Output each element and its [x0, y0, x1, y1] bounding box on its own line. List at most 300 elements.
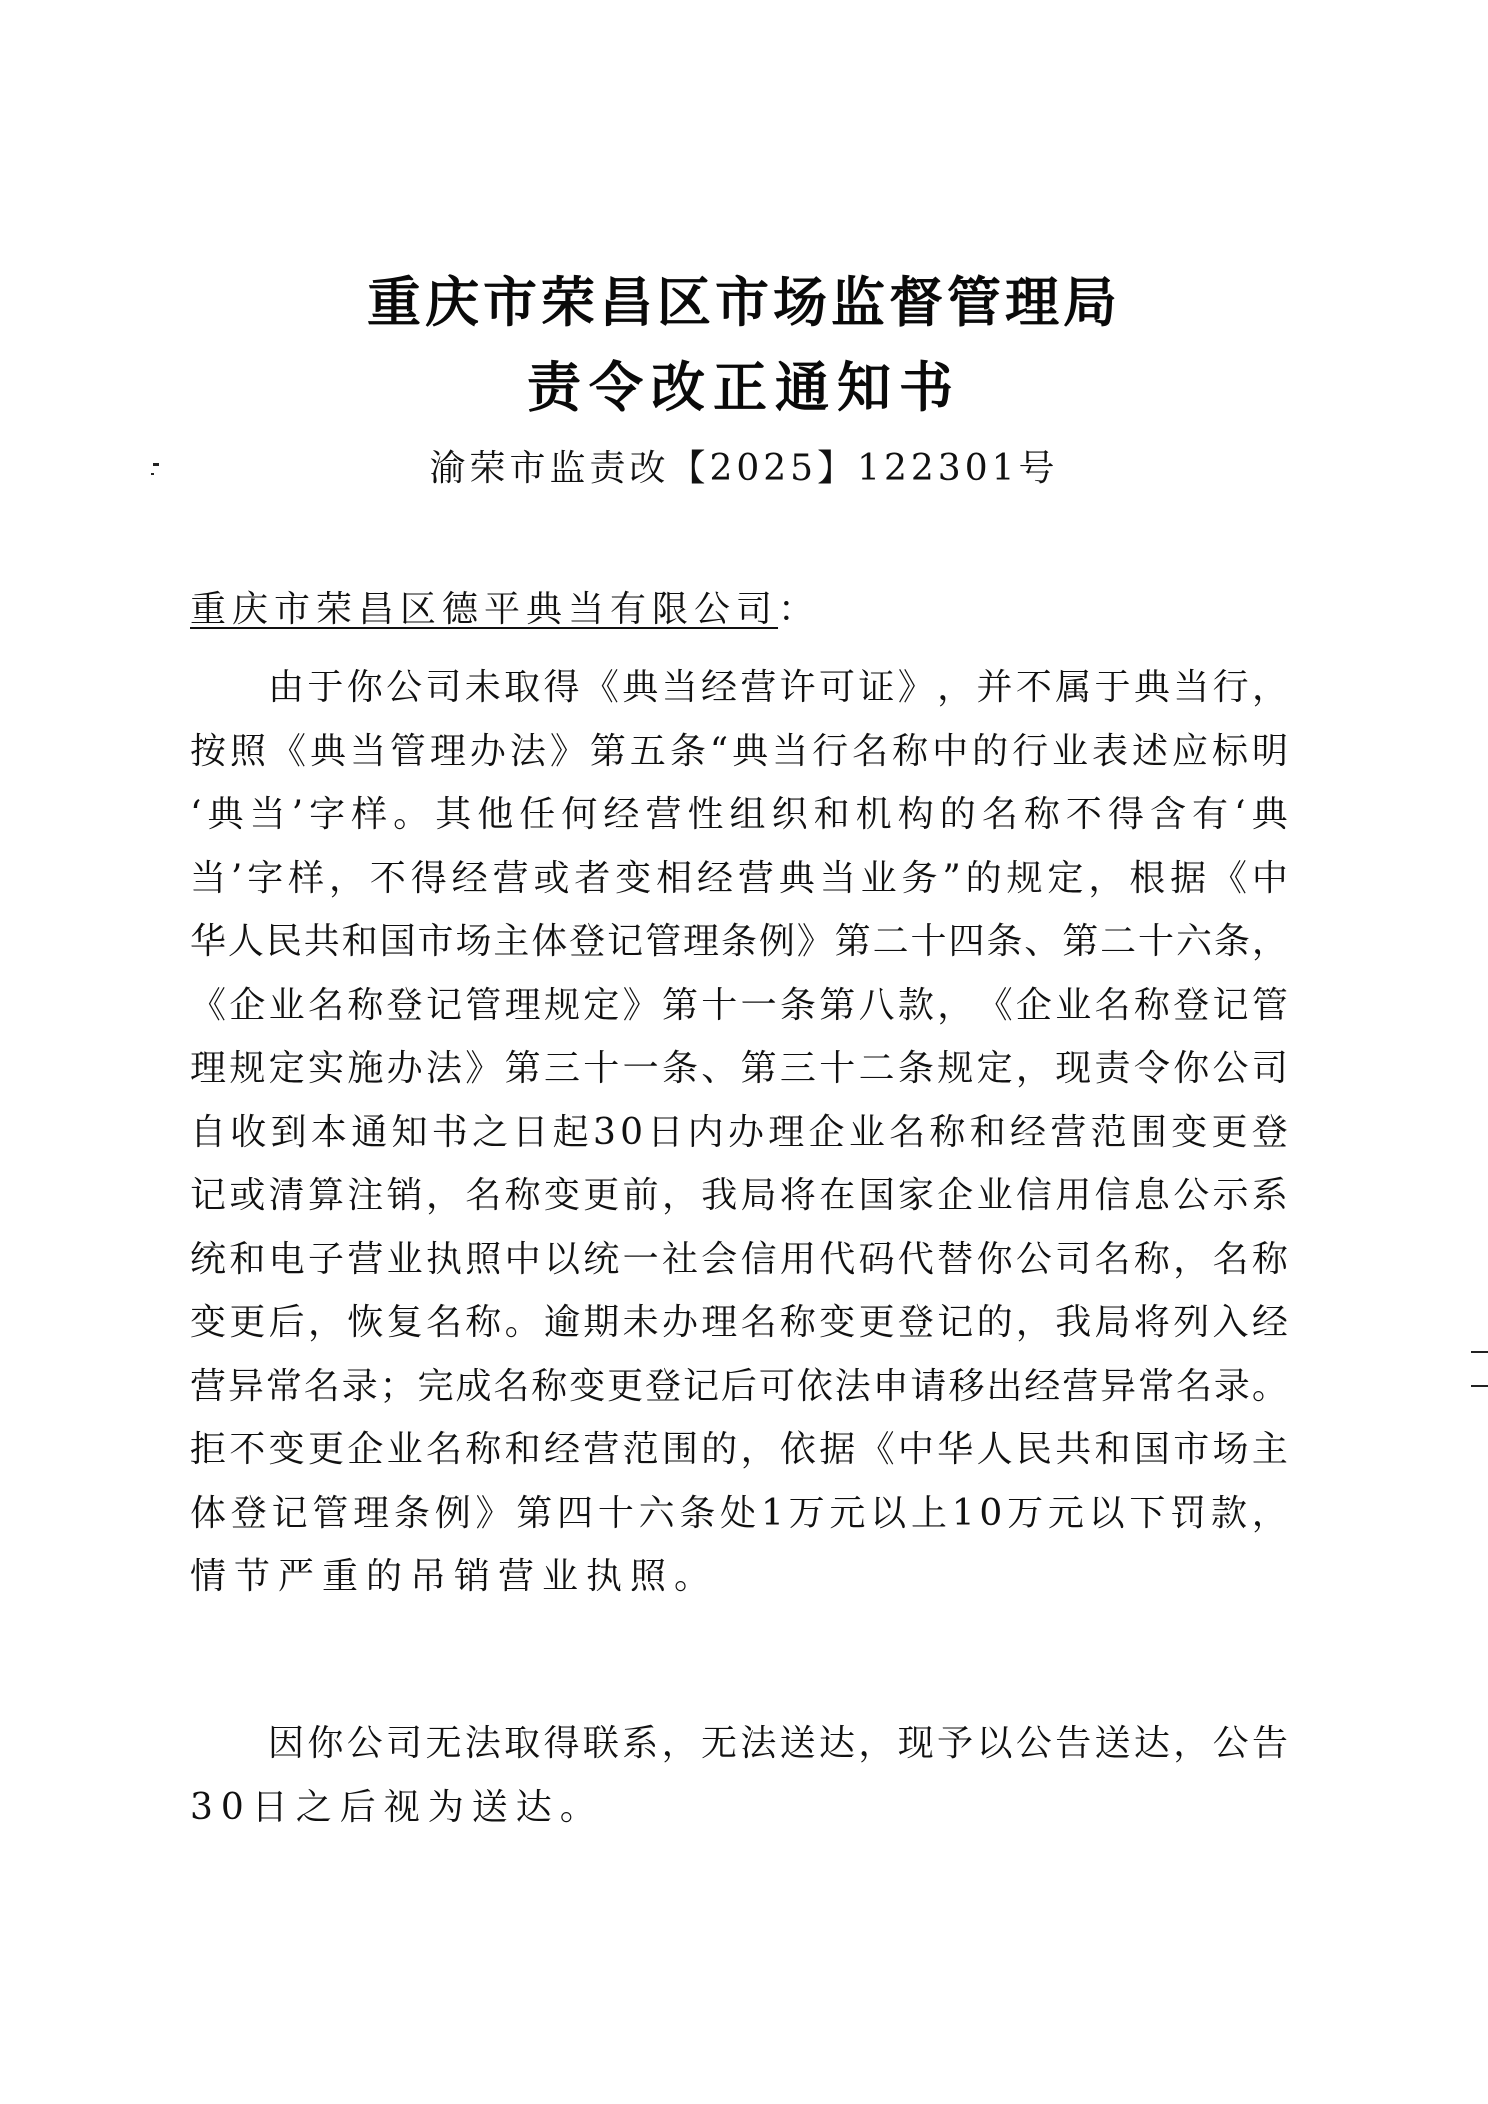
- glyph: 公: [346, 1723, 383, 1764]
- glyph: 共: [303, 921, 340, 962]
- glyph: 不: [1015, 667, 1052, 708]
- glyph: 理: [504, 984, 541, 1026]
- glyph: 依: [779, 1429, 816, 1470]
- glyph: 变: [190, 1302, 227, 1343]
- glyph: ‘: [1234, 794, 1246, 835]
- glyph: 中: [897, 1429, 934, 1470]
- glyph: 》: [622, 984, 659, 1026]
- glyph: 万: [788, 1492, 825, 1534]
- glyph: 以: [543, 1238, 580, 1280]
- glyph: 请: [910, 1365, 947, 1407]
- paragraph-line: [190, 855, 1288, 919]
- glyph: 法: [509, 730, 546, 772]
- glyph: 罚: [1170, 1492, 1207, 1534]
- paragraph-service-notice: [190, 1720, 1288, 1847]
- glyph: 联: [582, 1723, 619, 1764]
- glyph: 登: [569, 921, 606, 962]
- glyph: 营: [347, 1238, 384, 1280]
- glyph: 0: [620, 1111, 644, 1153]
- glyph: 管: [312, 1492, 349, 1534]
- glyph: 《: [582, 667, 619, 708]
- glyph: ，: [1251, 667, 1288, 708]
- glyph: 局: [1094, 1302, 1131, 1343]
- addressee-colon: ：: [778, 589, 821, 630]
- glyph: 范: [1090, 1111, 1127, 1153]
- glyph: 场: [455, 921, 492, 962]
- glyph: 信: [1094, 1175, 1131, 1216]
- glyph: 称: [531, 1365, 568, 1407]
- glyph: 》: [549, 730, 586, 772]
- glyph: 记: [937, 1302, 974, 1343]
- document-title-notice-type: 责令改正通知书: [527, 355, 961, 419]
- glyph: 登: [645, 1365, 682, 1407]
- glyph: 称: [929, 1111, 966, 1153]
- glyph: 业: [386, 1429, 423, 1470]
- glyph: 体: [190, 1492, 227, 1534]
- glyph: 更: [583, 1175, 620, 1216]
- glyph: 于: [307, 667, 344, 708]
- glyph: 入: [1212, 1302, 1249, 1343]
- glyph: 你: [346, 667, 383, 708]
- glyph: 人: [227, 921, 264, 962]
- glyph: 《: [976, 984, 1013, 1026]
- glyph: 常: [1138, 1365, 1175, 1407]
- glyph: 无: [425, 1723, 462, 1764]
- glyph: 第: [834, 921, 871, 962]
- glyph: 共: [1055, 1429, 1092, 1470]
- glyph: 元: [1047, 1492, 1084, 1534]
- glyph: 取: [504, 667, 541, 708]
- glyph: 营: [740, 667, 777, 708]
- glyph: 公: [1173, 1175, 1210, 1216]
- glyph: 中: [1251, 857, 1288, 899]
- glyph: 业: [976, 1175, 1013, 1216]
- glyph: 1: [760, 1492, 784, 1534]
- glyph: 称: [1251, 1238, 1288, 1280]
- glyph: 企: [347, 1429, 384, 1470]
- glyph: 典: [1133, 667, 1170, 708]
- glyph: 记: [1212, 984, 1249, 1026]
- glyph: 未: [622, 1302, 659, 1343]
- glyph: “: [709, 730, 729, 772]
- glyph: 1: [951, 1492, 975, 1534]
- glyph: 登: [386, 984, 423, 1026]
- paragraph-line: 30日之后视为送达。: [190, 1786, 604, 1828]
- glyph: ，: [1173, 1723, 1210, 1764]
- glyph: 许: [779, 667, 816, 708]
- paragraph-line: [190, 791, 1288, 855]
- glyph: 营: [190, 1365, 227, 1407]
- glyph: 一: [622, 1048, 659, 1089]
- glyph: 十: [701, 984, 738, 1026]
- glyph: 法: [425, 1048, 462, 1089]
- glyph: 行: [1212, 667, 1249, 708]
- glyph: 条: [897, 1048, 934, 1089]
- glyph: 或: [533, 857, 570, 899]
- glyph: 名: [307, 984, 344, 1026]
- glyph: 第: [819, 984, 856, 1026]
- glyph: 主: [493, 921, 530, 962]
- glyph: 其: [435, 794, 472, 835]
- glyph: ，: [1251, 921, 1288, 962]
- glyph: 称: [1023, 794, 1060, 835]
- glyph: 之: [472, 1111, 509, 1153]
- glyph: 变: [268, 1429, 305, 1470]
- glyph: 二: [858, 1048, 895, 1089]
- glyph: 记: [425, 984, 462, 1026]
- glyph: 市: [1173, 1429, 1210, 1470]
- glyph: 营: [737, 857, 774, 899]
- glyph: 的: [965, 857, 1002, 899]
- glyph: 信: [1015, 1175, 1052, 1216]
- glyph: ，: [661, 1175, 698, 1216]
- glyph: 本: [310, 1111, 347, 1153]
- glyph: 你: [1173, 1048, 1210, 1089]
- glyph: 名: [465, 1175, 502, 1216]
- glyph: 当: [1173, 667, 1210, 708]
- glyph: 》: [465, 1048, 502, 1089]
- glyph: 无: [700, 1723, 737, 1764]
- glyph: 企: [229, 984, 266, 1026]
- glyph: 企: [1015, 984, 1052, 1026]
- paragraph-line: [190, 1299, 1288, 1363]
- glyph: 《: [1210, 857, 1247, 899]
- glyph: 变: [543, 1175, 580, 1216]
- glyph: 万: [1007, 1492, 1044, 1534]
- glyph: 更: [229, 1302, 266, 1343]
- glyph: ，: [1015, 1048, 1052, 1089]
- glyph: 十: [910, 921, 947, 962]
- glyph: 华: [190, 921, 227, 962]
- glyph: 管: [465, 984, 502, 1026]
- glyph: 体: [531, 921, 568, 962]
- glyph: 注: [347, 1175, 384, 1216]
- glyph: 企: [808, 1111, 845, 1153]
- glyph: 列: [1173, 1302, 1210, 1343]
- glyph: 名: [303, 1365, 340, 1407]
- paragraph-line: [190, 1172, 1288, 1236]
- glyph: 现: [1055, 1048, 1092, 1089]
- glyph: 和: [504, 1429, 541, 1470]
- glyph: 性: [687, 794, 724, 835]
- glyph: 行: [1012, 730, 1049, 772]
- glyph: 华: [937, 1429, 974, 1470]
- glyph: ”: [942, 857, 961, 899]
- glyph: 《: [190, 984, 227, 1026]
- glyph: 当: [772, 730, 809, 772]
- glyph: 或: [229, 1175, 266, 1216]
- glyph: 理: [353, 1492, 390, 1534]
- glyph: 3: [592, 1111, 616, 1153]
- glyph: 记: [607, 921, 644, 962]
- glyph: ，: [425, 1175, 462, 1216]
- glyph: 营: [1050, 1111, 1087, 1153]
- glyph: 。: [504, 1302, 541, 1343]
- glyph: 的: [976, 1302, 1013, 1343]
- glyph: 条: [393, 1492, 430, 1534]
- glyph: 六: [638, 1492, 675, 1534]
- scan-artifact-mark: [1471, 1385, 1488, 1387]
- glyph: 条: [720, 921, 757, 962]
- glyph: 公: [1015, 1723, 1052, 1764]
- glyph: ，: [661, 1723, 698, 1764]
- glyph: 不: [369, 857, 406, 899]
- glyph: 典: [1251, 794, 1288, 835]
- glyph: 《: [858, 1429, 895, 1470]
- glyph: 书: [431, 1111, 468, 1153]
- glyph: ；: [379, 1365, 416, 1407]
- glyph: 通: [351, 1111, 388, 1153]
- glyph: 八: [858, 984, 895, 1026]
- glyph: 公: [1212, 1048, 1249, 1089]
- glyph: 第: [661, 984, 698, 1026]
- glyph: 管: [1251, 984, 1288, 1026]
- glyph: 明: [1251, 730, 1288, 772]
- glyph: 一: [622, 1238, 659, 1280]
- glyph: 民: [265, 921, 302, 962]
- glyph: 常: [265, 1365, 302, 1407]
- glyph: 表: [1092, 730, 1129, 772]
- glyph: 业: [386, 1238, 423, 1280]
- glyph: 。: [1251, 1365, 1288, 1407]
- glyph: 款: [1210, 1492, 1247, 1534]
- glyph: 登: [897, 1302, 934, 1343]
- document-title-agency: 重庆市荣昌区市场监督管理局: [367, 270, 1121, 334]
- glyph: 系: [1251, 1175, 1288, 1216]
- glyph: 管: [645, 921, 682, 962]
- paragraph-line: [190, 1045, 1288, 1109]
- glyph: 名: [1212, 1238, 1249, 1280]
- glyph: 经: [1010, 1111, 1047, 1153]
- glyph: 称: [892, 730, 929, 772]
- glyph: 企: [937, 1175, 974, 1216]
- glyph: ，: [937, 667, 974, 708]
- glyph: 》: [475, 1492, 512, 1534]
- paragraph-line: 情节严重的吊销营业执照。: [190, 1556, 719, 1597]
- glyph: 字: [309, 794, 346, 835]
- glyph: 更: [1211, 1111, 1248, 1153]
- glyph: 六: [1175, 921, 1212, 962]
- paragraph-line: [190, 664, 1288, 728]
- glyph: 信: [740, 1238, 777, 1280]
- glyph: 经: [1251, 1302, 1288, 1343]
- glyph: 名: [425, 1302, 462, 1343]
- glyph: 第: [589, 730, 626, 772]
- glyph: 业: [1052, 730, 1089, 772]
- glyph: 记: [271, 1492, 308, 1534]
- glyph: 在: [819, 1175, 856, 1216]
- paragraph-main: [190, 664, 1288, 1617]
- glyph: 算: [307, 1175, 344, 1216]
- glyph: 当: [349, 730, 386, 772]
- glyph: 录: [341, 1365, 378, 1407]
- glyph: 人: [976, 1429, 1013, 1470]
- paragraph-line: [190, 1426, 1288, 1490]
- glyph: 相: [656, 857, 693, 899]
- glyph: 系: [622, 1723, 659, 1764]
- glyph: 成: [455, 1365, 492, 1407]
- glyph: 拒: [190, 1429, 227, 1470]
- glyph: 市: [417, 921, 454, 962]
- glyph: 何: [561, 794, 598, 835]
- glyph: 二: [1100, 921, 1137, 962]
- glyph: 登: [1173, 984, 1210, 1026]
- glyph: 前: [622, 1175, 659, 1216]
- glyph: 司: [386, 1723, 423, 1764]
- glyph: 公: [1212, 1723, 1249, 1764]
- glyph: 名: [852, 730, 889, 772]
- glyph: 营: [583, 1429, 620, 1470]
- glyph: 条: [779, 984, 816, 1026]
- glyph: 责: [1094, 1048, 1131, 1089]
- glyph: 规: [1006, 857, 1043, 899]
- glyph: 第: [1062, 921, 1099, 962]
- glyph: 办: [386, 1048, 423, 1089]
- paragraph-line: [190, 1109, 1288, 1173]
- glyph: 主: [1251, 1429, 1288, 1470]
- glyph: 称: [779, 1302, 816, 1343]
- glyph: 名: [425, 1429, 462, 1470]
- glyph: 你: [976, 1238, 1013, 1280]
- glyph: 十: [597, 1492, 634, 1534]
- glyph: 十: [819, 1048, 856, 1089]
- glyph: 属: [1055, 667, 1092, 708]
- glyph: 样: [351, 794, 388, 835]
- glyph: 社: [661, 1238, 698, 1280]
- glyph: 电: [268, 1238, 305, 1280]
- glyph: 他: [477, 794, 514, 835]
- glyph: 现: [897, 1723, 934, 1764]
- glyph: 司: [1055, 1238, 1092, 1280]
- glyph: ，: [1251, 1492, 1288, 1534]
- glyph: 法: [834, 1365, 871, 1407]
- glyph: 和: [229, 1238, 266, 1280]
- glyph: 日: [512, 1111, 549, 1153]
- glyph: 四: [948, 921, 985, 962]
- glyph: 码: [858, 1238, 895, 1280]
- glyph: 名: [981, 794, 1018, 835]
- glyph: 法: [464, 1723, 501, 1764]
- glyph: 以: [870, 1492, 907, 1534]
- glyph: 和: [341, 921, 378, 962]
- glyph: 织: [771, 794, 808, 835]
- glyph: 司: [425, 667, 462, 708]
- glyph: 称: [1133, 1238, 1170, 1280]
- glyph: 条: [661, 1048, 698, 1089]
- glyph: 称: [465, 1302, 502, 1343]
- glyph: 名: [889, 1111, 926, 1153]
- glyph: 收: [230, 1111, 267, 1153]
- glyph: 营: [492, 857, 529, 899]
- glyph: 场: [1212, 1429, 1249, 1470]
- glyph: 送: [779, 1723, 816, 1764]
- glyph: 证: [858, 667, 895, 708]
- glyph: 三: [779, 1048, 816, 1089]
- glyph: 代: [897, 1238, 934, 1280]
- glyph: 用: [1055, 1175, 1092, 1216]
- glyph: 得: [410, 857, 447, 899]
- glyph: ，: [858, 1723, 895, 1764]
- glyph: 一: [740, 984, 777, 1026]
- glyph: 的: [701, 1429, 738, 1470]
- glyph: 将: [779, 1175, 816, 1216]
- glyph: 构: [897, 794, 934, 835]
- glyph: 变: [1171, 1111, 1208, 1153]
- glyph: ，: [937, 984, 974, 1026]
- glyph: 样: [288, 857, 325, 899]
- glyph: 名: [1175, 1365, 1212, 1407]
- glyph: 述: [1132, 730, 1169, 772]
- glyph: 起: [552, 1111, 589, 1153]
- glyph: 按: [190, 730, 227, 772]
- glyph: 期: [583, 1302, 620, 1343]
- glyph: 例: [434, 1492, 471, 1534]
- glyph: 规: [229, 1048, 266, 1089]
- glyph: 业: [1055, 984, 1092, 1026]
- glyph: 办: [661, 1302, 698, 1343]
- scan-artifact-mark: [153, 463, 159, 466]
- addressee-name: 重庆市荣昌区德平典当有限公司: [190, 589, 779, 630]
- glyph: 字: [247, 857, 284, 899]
- glyph: 公: [386, 667, 423, 708]
- scan-artifact-mark: [1471, 1351, 1488, 1353]
- glyph: 异: [1100, 1365, 1137, 1407]
- paragraph-line: [190, 1363, 1288, 1427]
- glyph: 你: [307, 1723, 344, 1764]
- glyph: 0: [979, 1492, 1003, 1534]
- glyph: 国: [1133, 1429, 1170, 1470]
- glyph: 清: [268, 1175, 305, 1216]
- glyph: 息: [1133, 1175, 1170, 1216]
- glyph: 子: [307, 1238, 344, 1280]
- glyph: 不: [1065, 794, 1102, 835]
- addressee-line: [190, 588, 820, 632]
- glyph: 。: [393, 794, 430, 835]
- glyph: 任: [519, 794, 556, 835]
- glyph: 处: [720, 1492, 757, 1534]
- glyph: 以: [976, 1723, 1013, 1764]
- glyph: 含: [1150, 794, 1187, 835]
- glyph: 业: [848, 1111, 885, 1153]
- glyph: 记: [190, 1175, 227, 1216]
- glyph: 当: [661, 667, 698, 708]
- glyph: 日: [647, 1111, 684, 1153]
- glyph: 恢: [347, 1302, 384, 1343]
- glyph: 业: [268, 984, 305, 1026]
- glyph: 称: [465, 1429, 502, 1470]
- glyph: 公: [1015, 1238, 1052, 1280]
- glyph: 取: [504, 1723, 541, 1764]
- glyph: ‘: [190, 794, 202, 835]
- glyph: ，: [740, 1429, 777, 1470]
- glyph: 我: [701, 1175, 738, 1216]
- glyph: 行: [812, 730, 849, 772]
- glyph: 得: [543, 667, 580, 708]
- glyph: 理: [429, 730, 466, 772]
- glyph: 完: [417, 1365, 454, 1407]
- glyph: 十: [1138, 921, 1175, 962]
- glyph: 条: [669, 730, 706, 772]
- glyph: 登: [230, 1492, 267, 1534]
- glyph: 异: [227, 1365, 264, 1407]
- glyph: 告: [1055, 1723, 1092, 1764]
- glyph: 到: [270, 1111, 307, 1153]
- glyph: 法: [740, 1723, 777, 1764]
- glyph: 典: [778, 857, 815, 899]
- glyph: 登: [1251, 1111, 1288, 1153]
- glyph: 统: [583, 1238, 620, 1280]
- glyph: 变: [819, 1302, 856, 1343]
